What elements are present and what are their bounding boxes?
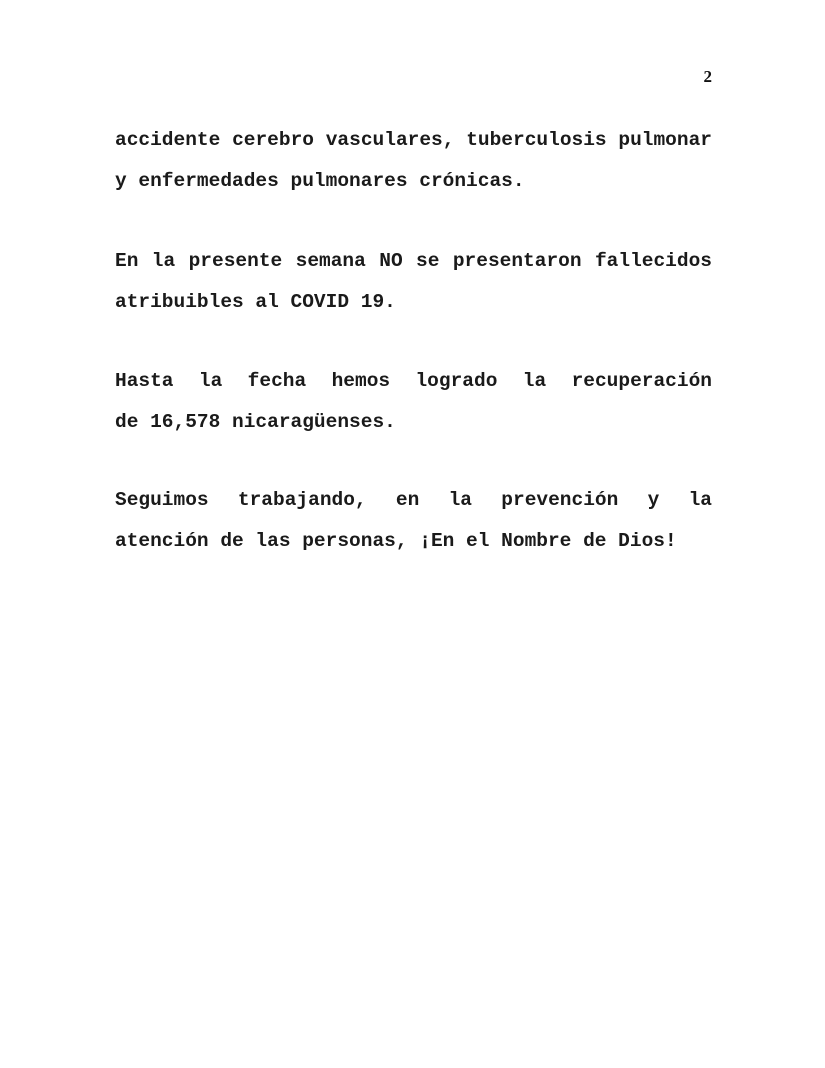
text-line: Seguimos trabajando, en la prevención y la	[115, 489, 712, 511]
text-line: y enfermedades pulmonares crónicas.	[115, 170, 525, 192]
paragraph-recoveries	[115, 361, 712, 443]
text-line: En la presente semana NO se presentaron fallecidos	[115, 250, 712, 272]
paragraph-deaths	[115, 241, 712, 323]
paragraph-causes	[115, 120, 712, 202]
text-line: de 16,578 nicaragüenses.	[115, 411, 396, 433]
text-line: atribuibles al COVID 19.	[115, 291, 396, 313]
paragraph-closing	[115, 480, 712, 562]
text-line: Hasta la fecha hemos logrado la recuperación	[115, 370, 712, 392]
page-number: 2	[703, 67, 712, 86]
text-line: accidente cerebro vasculares, tuberculosis pulmonar	[115, 129, 712, 151]
text-line: atención de las personas, ¡En el Nombre de Dios!	[115, 530, 677, 552]
